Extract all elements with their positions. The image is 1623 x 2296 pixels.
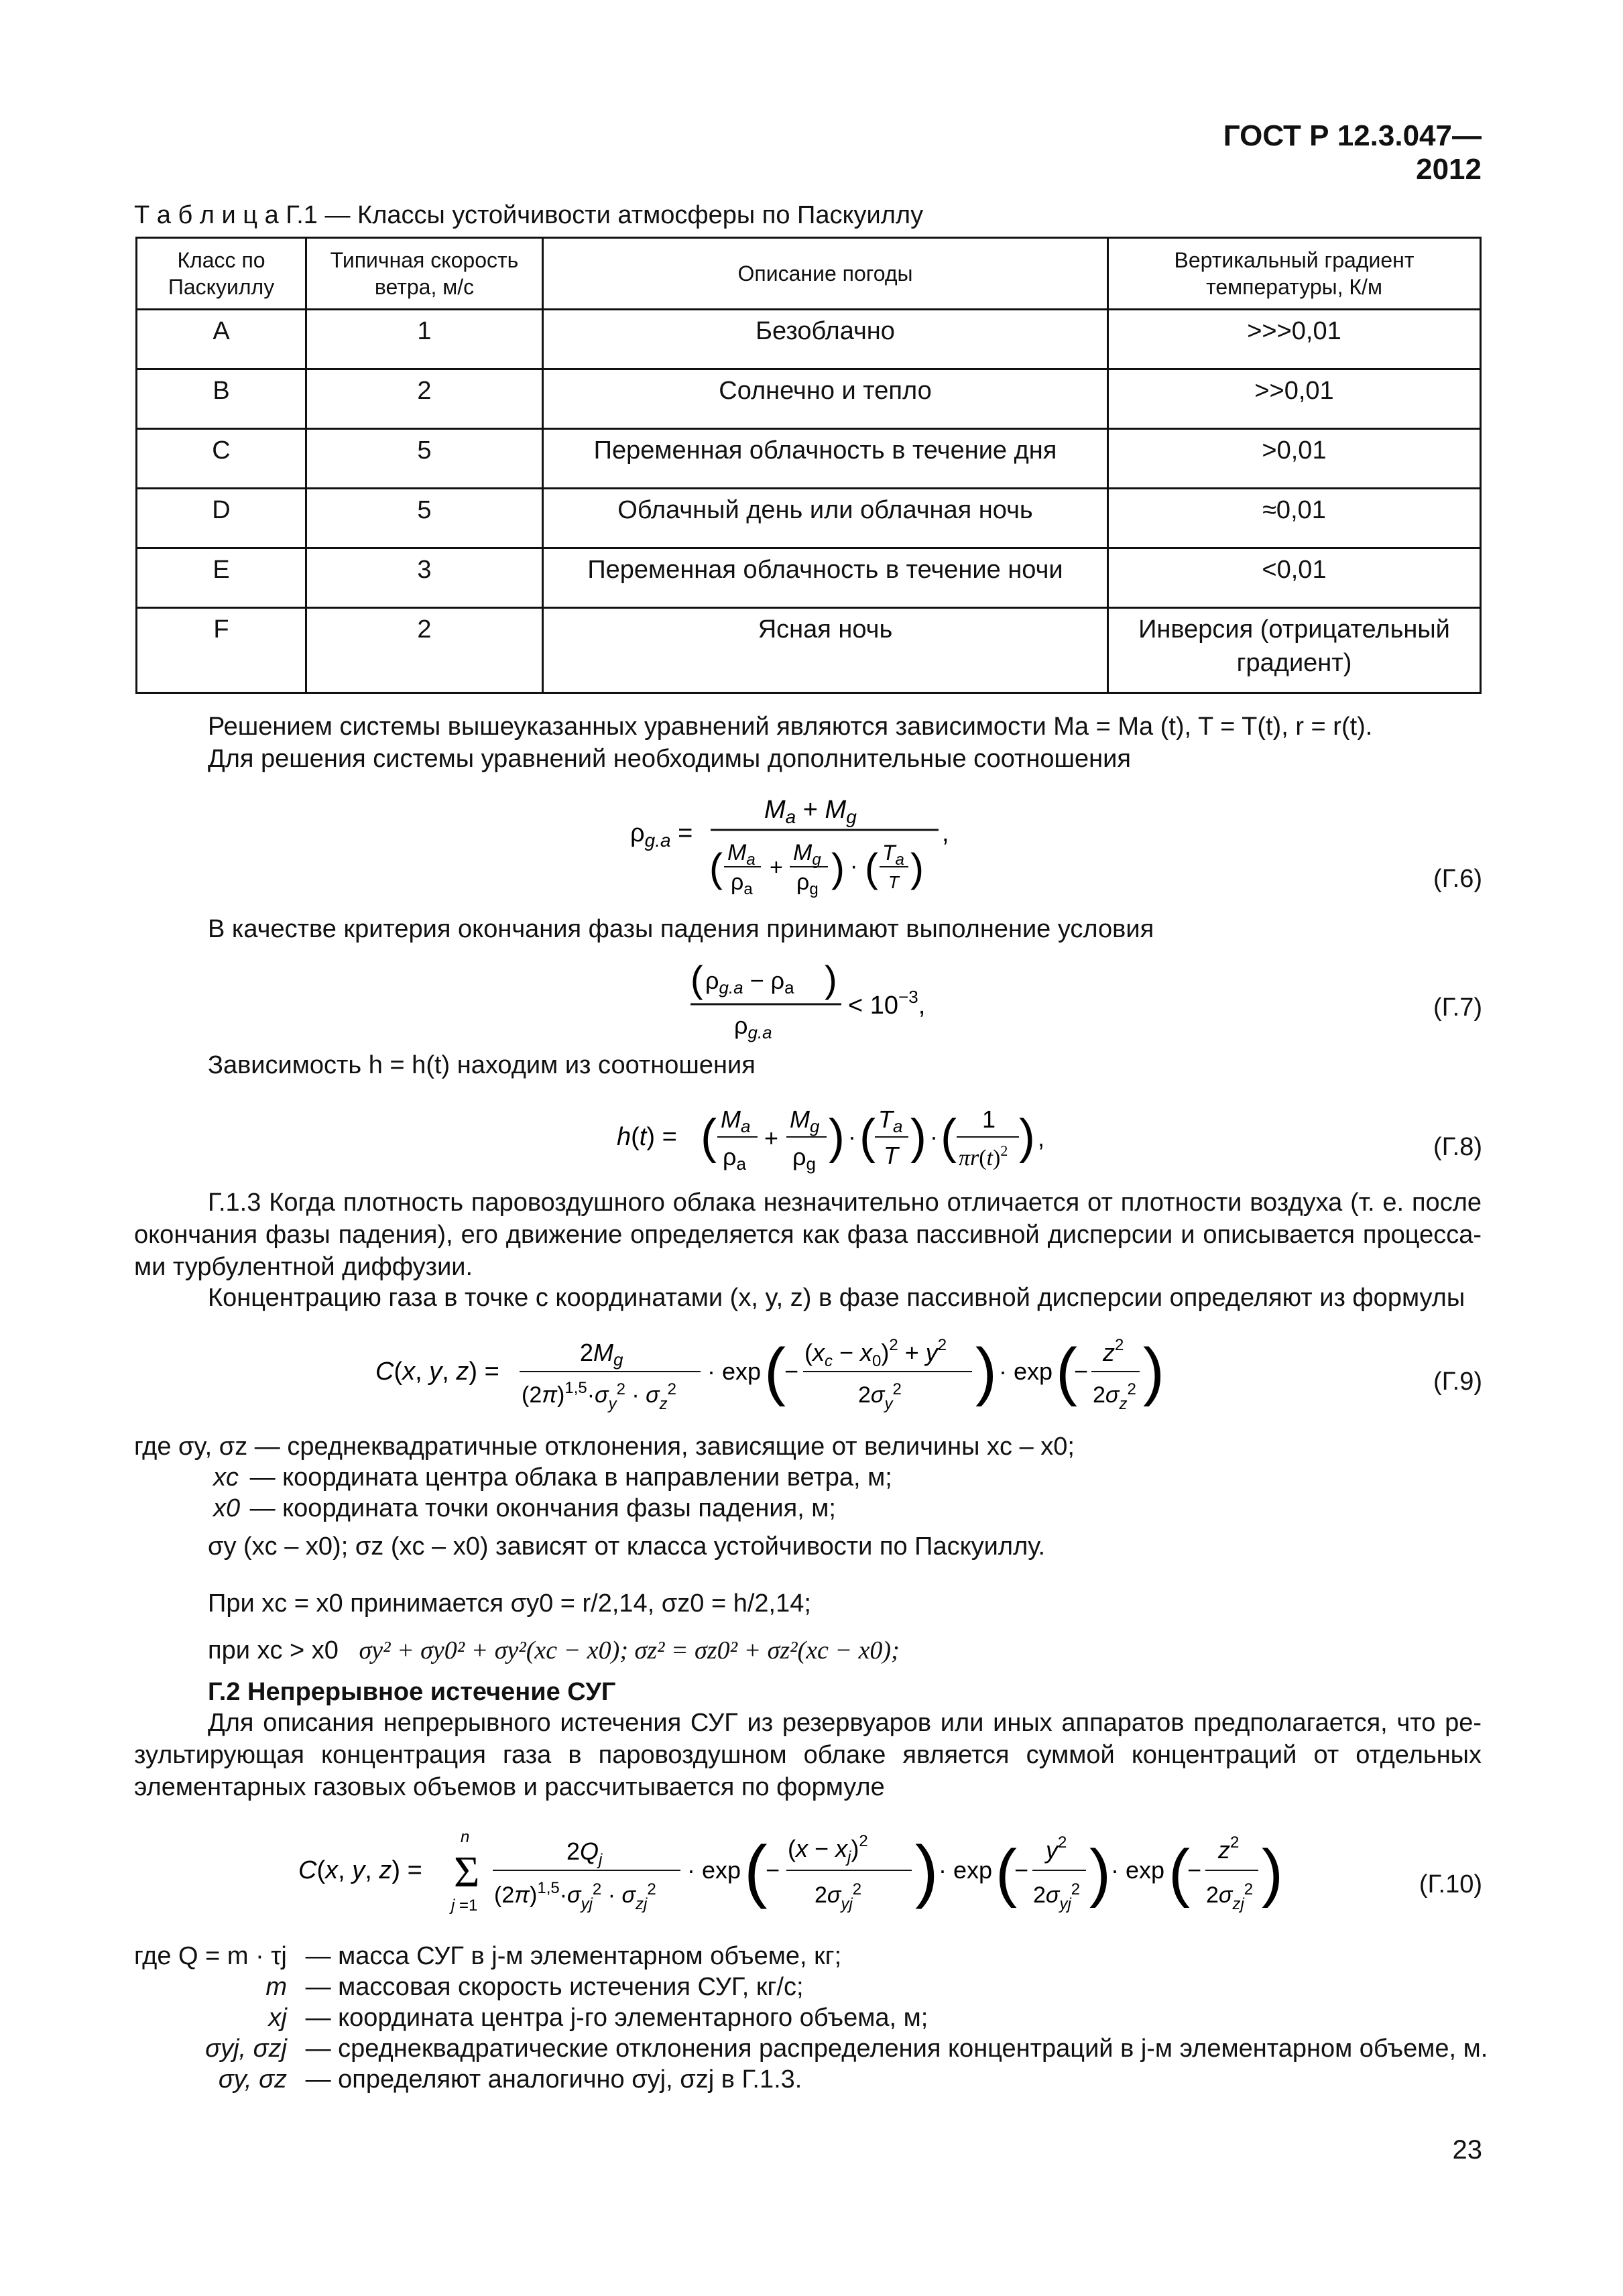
svg-text:(: ( (709, 845, 723, 890)
table-cell: >0,01 (1108, 429, 1481, 489)
svg-text:ρg.a: ρg.a (734, 1012, 772, 1042)
definition-text: — среднеквадратические отклонения распределения концентраций в j-м элементарном объеме, м. (305, 2035, 1488, 2063)
definition-row (134, 1431, 1075, 1462)
paragraph-g13: Г.1.3 Когда плотность паровоздушного облака незначительно отличается от плотности воздуха (т. е. после окончания фазы падения), его движение определяется как фаза пассивной дисперсии и описывается процессами турбулентной диффузии. (134, 1189, 1482, 1281)
formula-g6 (630, 788, 979, 908)
definition-symbol: σy, σz (218, 2065, 287, 2094)
table-cell: Безоблачно (543, 310, 1108, 369)
table-cell: D (137, 489, 306, 548)
svg-text:2Qj: $2Q_j$ (566, 1837, 603, 1869)
table-cell: Переменная облачность в течение дня (543, 429, 1108, 489)
svg-text:−: − (784, 1357, 799, 1385)
svg-text:): ) (975, 1335, 997, 1407)
definition-row (213, 1493, 836, 1524)
table-cell: >>>0,01 (1108, 310, 1481, 369)
table-cell: C (137, 429, 306, 489)
table-row (137, 369, 1481, 429)
svg-text:2σzj2: $2\sigma_{zj}^2$ (1206, 1880, 1254, 1913)
definition-text: — координата центра j-го элементарного объема, м; (305, 2004, 928, 2032)
definition-text: — координата точки окончания фазы падения, м; (249, 1494, 836, 1522)
table-row (137, 548, 1481, 608)
table-row (137, 489, 1481, 548)
definition-text: — массовая скорость истечения СУГ, кг/с; (305, 1973, 804, 2001)
svg-text:(xc − x0)2 + y2: $(x_c - x_0)^2 + y^2$ (804, 1336, 947, 1370)
svg-text:Mg: $M_g$ (793, 840, 821, 869)
page-number: 23 (1452, 2135, 1482, 2165)
paragraph-dependency: Зависимость h = h(t) находим из соотношения (208, 1051, 756, 1079)
svg-text:·: · (930, 1123, 938, 1150)
equation-number: (Г.6) (1433, 865, 1482, 893)
svg-text:Ma + Mg: $M_a + M_g$ (764, 796, 857, 827)
svg-text:2Mg: 2Mg (580, 1339, 623, 1370)
svg-text:ρg.a =: $\rho_{g.a}$ = (630, 819, 693, 851)
svg-text:): ) (1089, 1837, 1111, 1909)
sigma-formula: σy² + σy0² + σy²(xc − x0); σz² = σz0² + σz²(xc − x0); (359, 1636, 900, 1665)
table-cell: F (137, 608, 306, 693)
svg-text:): ) (915, 1832, 939, 1910)
svg-text:· exp: · exp (939, 1856, 993, 1884)
svg-text:·: · (848, 1123, 856, 1150)
table-cell: <0,01 (1108, 548, 1481, 608)
formula-g7-svg (690, 952, 945, 1046)
svg-text:ρg: $\rho_g$ (796, 869, 819, 898)
definition-row (134, 2033, 1488, 2064)
svg-text:(: ( (690, 958, 703, 1000)
svg-text:z2: $z^2$ (1218, 1833, 1240, 1864)
paragraph-concentration: Концентрацию газа в точке с координатами (x, y, z) в фазе пассивной дисперсии определяют из формулы (208, 1284, 1465, 1312)
svg-text:): ) (1019, 1110, 1035, 1164)
svg-text:(: ( (1056, 1335, 1077, 1407)
svg-text:(: ( (941, 1110, 957, 1164)
svg-text:ρg.a − ρa: ρg.a − ρa (705, 967, 794, 998)
svg-text:(: ( (865, 845, 878, 890)
svg-text:−: − (766, 1856, 780, 1884)
svg-text:Ma: Ma (721, 1105, 751, 1136)
svg-text:T: T (884, 1142, 898, 1169)
svg-text:πr(t)2: $\pi r(t)^2$ (959, 1142, 1008, 1170)
equation-number: (Г.7) (1433, 993, 1482, 1022)
svg-text:· exp: · exp (707, 1357, 762, 1385)
svg-text:ρa: ρa (723, 1143, 746, 1174)
formula-g8 (617, 1093, 1046, 1183)
svg-text:· exp: · exp (999, 1357, 1053, 1385)
svg-text:(2π)1,5·σyj2 · σzj2: $(2\pi)^{1,5}\cdot\sigma_{yj}^2 \cdot \sigma_{zj}^2$ (494, 1879, 656, 1913)
table-header-row (137, 238, 1481, 310)
svg-text:y2: $y^2$ (1046, 1833, 1067, 1864)
paragraph-relations: Для решения системы уравнений необходимы дополнительные соотношения (208, 745, 1131, 773)
svg-text:Ta: $T_a$ (882, 841, 904, 869)
pasquill-table (135, 237, 1482, 694)
svg-text:(: ( (701, 1110, 717, 1164)
table-cell: A (137, 310, 306, 369)
document-code: ГОСТ Р 12.3.047—2012 (1223, 119, 1482, 186)
svg-text:(: ( (744, 1832, 768, 1910)
table-cell: Солнечно и тепло (543, 369, 1108, 429)
formula-g9-svg (375, 1321, 1166, 1421)
svg-text:(: ( (996, 1837, 1017, 1909)
svg-text:2σyj2: $2\sigma_{yj}^2$ (815, 1880, 862, 1913)
svg-text:· exp: · exp (687, 1856, 741, 1884)
svg-text:(2π)1,5·σy2 · σz2: $(2\pi)^{1,5}\cdot\sigma_y^2 \cdot \sigma_z^2$ (522, 1379, 677, 1413)
svg-text:Σ: Σ (454, 1848, 480, 1896)
formula-g10-svg (298, 1817, 1290, 1924)
svg-text:ρg: ρg (792, 1143, 816, 1174)
svg-text:): ) (829, 1110, 845, 1164)
svg-text:Ma: $M_a$ (727, 840, 756, 869)
formula-g8-svg (617, 1093, 1046, 1180)
definition-symbol: где Q = m · τj (134, 1942, 287, 1970)
svg-text:C(x, y, z) =: C(x, y, z) = (298, 1856, 422, 1884)
definition-row (134, 1941, 841, 1972)
table-row (137, 608, 1481, 693)
svg-text:1: 1 (982, 1105, 996, 1133)
svg-text:+: + (770, 855, 783, 880)
svg-text:(: ( (859, 1110, 876, 1164)
table-cell: E (137, 548, 306, 608)
table-cell: 2 (306, 608, 543, 693)
definition-text: — определяют аналогично σyj, σzj в Г.1.3. (305, 2065, 802, 2094)
svg-text:−: − (1187, 1856, 1202, 1884)
table-cell: 5 (306, 489, 543, 548)
definition-row (134, 2002, 928, 2033)
table-row (137, 429, 1481, 489)
svg-text:−: − (1014, 1856, 1029, 1884)
svg-text:2σyj2: $2\sigma_{yj}^2$ (1033, 1880, 1081, 1913)
svg-text:): ) (825, 958, 837, 1000)
svg-text:(x − xj)2: $(x - x_j)^2$ (788, 1832, 868, 1866)
paragraph-initial-sigma: При xc = x0 принимается σy0 = r/2,14, σz0 = h/2,14; (208, 1589, 811, 1618)
definition-symbol: x0 (213, 1494, 241, 1522)
condition-text: при xc > x0 (208, 1636, 339, 1665)
definition-row (134, 1972, 804, 2002)
svg-text:h(t) =: h(t) = (617, 1123, 677, 1151)
svg-text:): ) (910, 1110, 926, 1164)
table-cell: B (137, 369, 306, 429)
svg-text:T: T (888, 872, 899, 892)
svg-text:Ta: Ta (878, 1105, 903, 1136)
svg-text:,: , (942, 819, 949, 847)
formula-g7 (690, 952, 945, 1049)
svg-text:(: ( (1168, 1837, 1190, 1909)
table-cell: 3 (306, 548, 543, 608)
svg-text:< 10−3,: < $10^{-3}$, (848, 987, 926, 1020)
definition-row (134, 2064, 802, 2095)
definition-symbol: σyj, σzj (205, 2035, 287, 2063)
svg-text:C(x, y, z) =: C(x, y, z) = (375, 1357, 499, 1386)
table-cell: 1 (306, 310, 543, 369)
svg-text:(: ( (764, 1335, 786, 1407)
table-cell: ≈0,01 (1108, 489, 1481, 548)
equation-number: (Г.8) (1433, 1133, 1482, 1161)
table-cell: Переменная облачность в течение ночи (543, 548, 1108, 608)
table-row (137, 310, 1481, 369)
svg-text:): ) (1262, 1837, 1283, 1909)
formula-g6-svg (630, 788, 979, 902)
table-cell: 2 (306, 369, 543, 429)
col-header-gradient: Вертикальный градиент температуры, К/м (1108, 238, 1481, 310)
svg-text:+: + (764, 1124, 779, 1152)
definition-text: — среднеквадратичные отклонения, зависящие от величины xc – x0; (254, 1433, 1075, 1461)
formula-g9 (375, 1321, 1166, 1425)
equation-number: (Г.10) (1419, 1870, 1482, 1898)
paragraph-sigma-dependency: σy (xc – x0); σz (xc – x0) зависят от класса устойчивости по Паскуиллу. (208, 1532, 1046, 1561)
svg-text:z2: $z^2$ (1103, 1336, 1124, 1366)
definition-symbol: где σy, σz (134, 1433, 248, 1461)
definition-symbol: xc (213, 1463, 239, 1492)
formula-g10 (298, 1817, 1290, 1927)
svg-text:): ) (831, 845, 845, 890)
definition-text: — масса СУГ в j-м элементарном объеме, кг; (305, 1942, 842, 1970)
table-cell: >>0,01 (1108, 369, 1481, 429)
table-cell: Инверсия (отрицательный градиент) (1108, 608, 1481, 693)
col-header-weather: Описание погоды (543, 238, 1108, 310)
svg-text:j =1: j =1 (451, 1896, 478, 1915)
paragraph-criterion: В качестве критерия окончания фазы падения принимают выполнение условия (208, 915, 1154, 943)
svg-text:−: − (1074, 1357, 1089, 1385)
definition-symbol: m (265, 1973, 287, 2001)
table-cell: Ясная ночь (543, 608, 1108, 693)
svg-text:· exp: · exp (1111, 1856, 1165, 1884)
definition-symbol: xj (268, 2004, 287, 2032)
svg-text:n: n (461, 1828, 470, 1846)
svg-text:2σz2: $2\sigma_z^2$ (1093, 1380, 1136, 1413)
svg-text:·: · (850, 853, 858, 879)
svg-text:): ) (1143, 1335, 1164, 1407)
paragraph-solution: Решением системы вышеуказанных уравнений являются зависимости Ma = Ma (t), T = T(t), r = r(t). (208, 713, 1373, 741)
col-header-wind: Типичная скорость ветра, м/с (306, 238, 543, 310)
definition-text: — координата центра облака в направлении ветра, м; (249, 1463, 892, 1492)
definition-row (213, 1462, 892, 1493)
svg-text:): ) (910, 845, 924, 890)
svg-text:,: , (1038, 1124, 1045, 1152)
table-cell: 5 (306, 429, 543, 489)
paragraph-continuous-release: Для описания непрерывного истечения СУГ из резервуаров или иных аппаратов предполагается, что результирующая концентрация газа в паровоздушном облаке является суммой концентраций от отдельных элементарных газовых объемов и рассчитывается по формуле (134, 1709, 1482, 1801)
svg-text:ρa: $\rho_a$ (731, 869, 753, 898)
equation-number: (Г.9) (1433, 1368, 1482, 1396)
table-cell: Облачный день или облачная ночь (543, 489, 1108, 548)
col-header-class: Класс по Паскуиллу (137, 238, 306, 310)
section-title: Г.2 Непрерывное истечение СУГ (208, 1678, 616, 1706)
table-caption: Т а б л и ц а Г.1 — Классы устойчивости атмосферы по Паскуиллу (134, 201, 924, 229)
svg-text:Mg: Mg (790, 1105, 820, 1136)
svg-text:2σy2: $2\sigma_y^2$ (858, 1380, 902, 1413)
paragraph-sigma-growth (208, 1634, 1482, 1667)
